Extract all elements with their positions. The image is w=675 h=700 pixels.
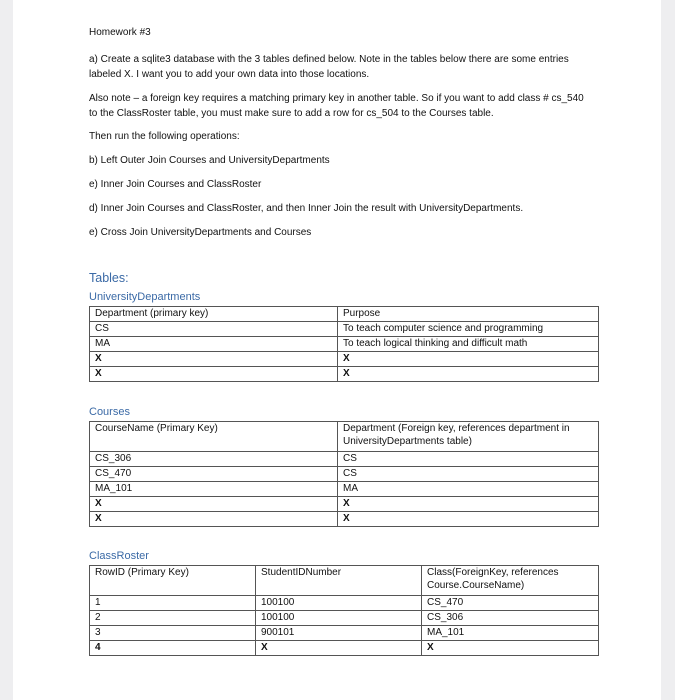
table-cell: 3	[90, 626, 256, 641]
intro-paragraph: a) Create a sqlite3 database with the 3 tables defined below. Note in the tables below there are some entries labeled X. I want you to add your own data into those locations.	[89, 54, 569, 80]
table-cell: X	[90, 367, 338, 382]
table-cell: To teach computer science and programming	[338, 322, 599, 337]
university-departments-table-name: UniversityDepartments	[89, 291, 201, 303]
table-cell: 4	[90, 641, 256, 656]
table-cell: X	[338, 497, 599, 512]
courses-table	[89, 421, 599, 527]
table-row	[90, 337, 599, 352]
table-row	[90, 352, 599, 367]
foreign-key-note: Also note – a foreign key requires a matching primary key in another table. So if you want to add class # cs_540 to the ClassRoster table, you must make sure to add a row for cs_504 to the Courses table.	[89, 93, 584, 119]
document-page	[13, 0, 661, 700]
table-cell: X	[338, 352, 599, 367]
table-cell: 2	[90, 611, 256, 626]
operation-b: b) Left Outer Join Courses and UniversityDepartments	[89, 155, 330, 166]
table-row	[90, 482, 599, 497]
table-row	[90, 611, 599, 626]
table-header-cell: Purpose	[338, 307, 599, 322]
table-row	[90, 512, 599, 527]
table-row	[90, 497, 599, 512]
table-cell: X	[422, 641, 599, 656]
table-cell: CS_306	[90, 452, 338, 467]
table-row	[90, 641, 599, 656]
table-cell: CS	[338, 452, 599, 467]
table-cell: 1	[90, 596, 256, 611]
table-header-cell: Department (Foreign key, references department in UniversityDepartments table)	[338, 422, 599, 452]
table-header-cell: Class(ForeignKey, references Course.CourseName)	[422, 566, 599, 596]
table-cell: X	[338, 367, 599, 382]
table-cell: CS	[338, 467, 599, 482]
table-row	[90, 452, 599, 467]
table-row	[90, 322, 599, 337]
table-row	[90, 467, 599, 482]
table-cell: X	[90, 497, 338, 512]
table-cell: MA	[338, 482, 599, 497]
table-cell: 900101	[256, 626, 422, 641]
table-cell: 100100	[256, 596, 422, 611]
university-departments-table	[89, 306, 599, 382]
table-row	[90, 596, 599, 611]
homework-title: Homework #3	[89, 27, 151, 38]
table-cell: To teach logical thinking and difficult math	[338, 337, 599, 352]
table-cell: MA_101	[90, 482, 338, 497]
class-roster-table-name: ClassRoster	[89, 550, 149, 562]
operations-intro: Then run the following operations:	[89, 131, 240, 142]
table-header-cell: Department (primary key)	[90, 307, 338, 322]
operation-c: e) Inner Join Courses and ClassRoster	[89, 179, 262, 190]
table-row	[90, 367, 599, 382]
table-header-row	[90, 307, 599, 322]
table-cell: CS_470	[90, 467, 338, 482]
table-header-row	[90, 422, 599, 452]
table-cell: MA	[90, 337, 338, 352]
table-cell: CS_306	[422, 611, 599, 626]
table-header-cell: StudentIDNumber	[256, 566, 422, 596]
table-cell: 100100	[256, 611, 422, 626]
operation-d: d) Inner Join Courses and ClassRoster, and then Inner Join the result with UniversityDepartments.	[89, 203, 524, 214]
table-header-cell: RowID (Primary Key)	[90, 566, 256, 596]
operation-e: e) Cross Join UniversityDepartments and Courses	[89, 227, 312, 238]
courses-table-name: Courses	[89, 406, 130, 418]
table-cell: X	[338, 512, 599, 527]
table-row	[90, 626, 599, 641]
table-cell: X	[90, 512, 338, 527]
tables-heading: Tables:	[89, 271, 129, 285]
table-cell: X	[90, 352, 338, 367]
table-header-cell: CourseName (Primary Key)	[90, 422, 338, 452]
table-cell: X	[256, 641, 422, 656]
table-cell: MA_101	[422, 626, 599, 641]
table-cell: CS	[90, 322, 338, 337]
class-roster-table	[89, 565, 599, 656]
table-cell: CS_470	[422, 596, 599, 611]
table-header-row	[90, 566, 599, 596]
